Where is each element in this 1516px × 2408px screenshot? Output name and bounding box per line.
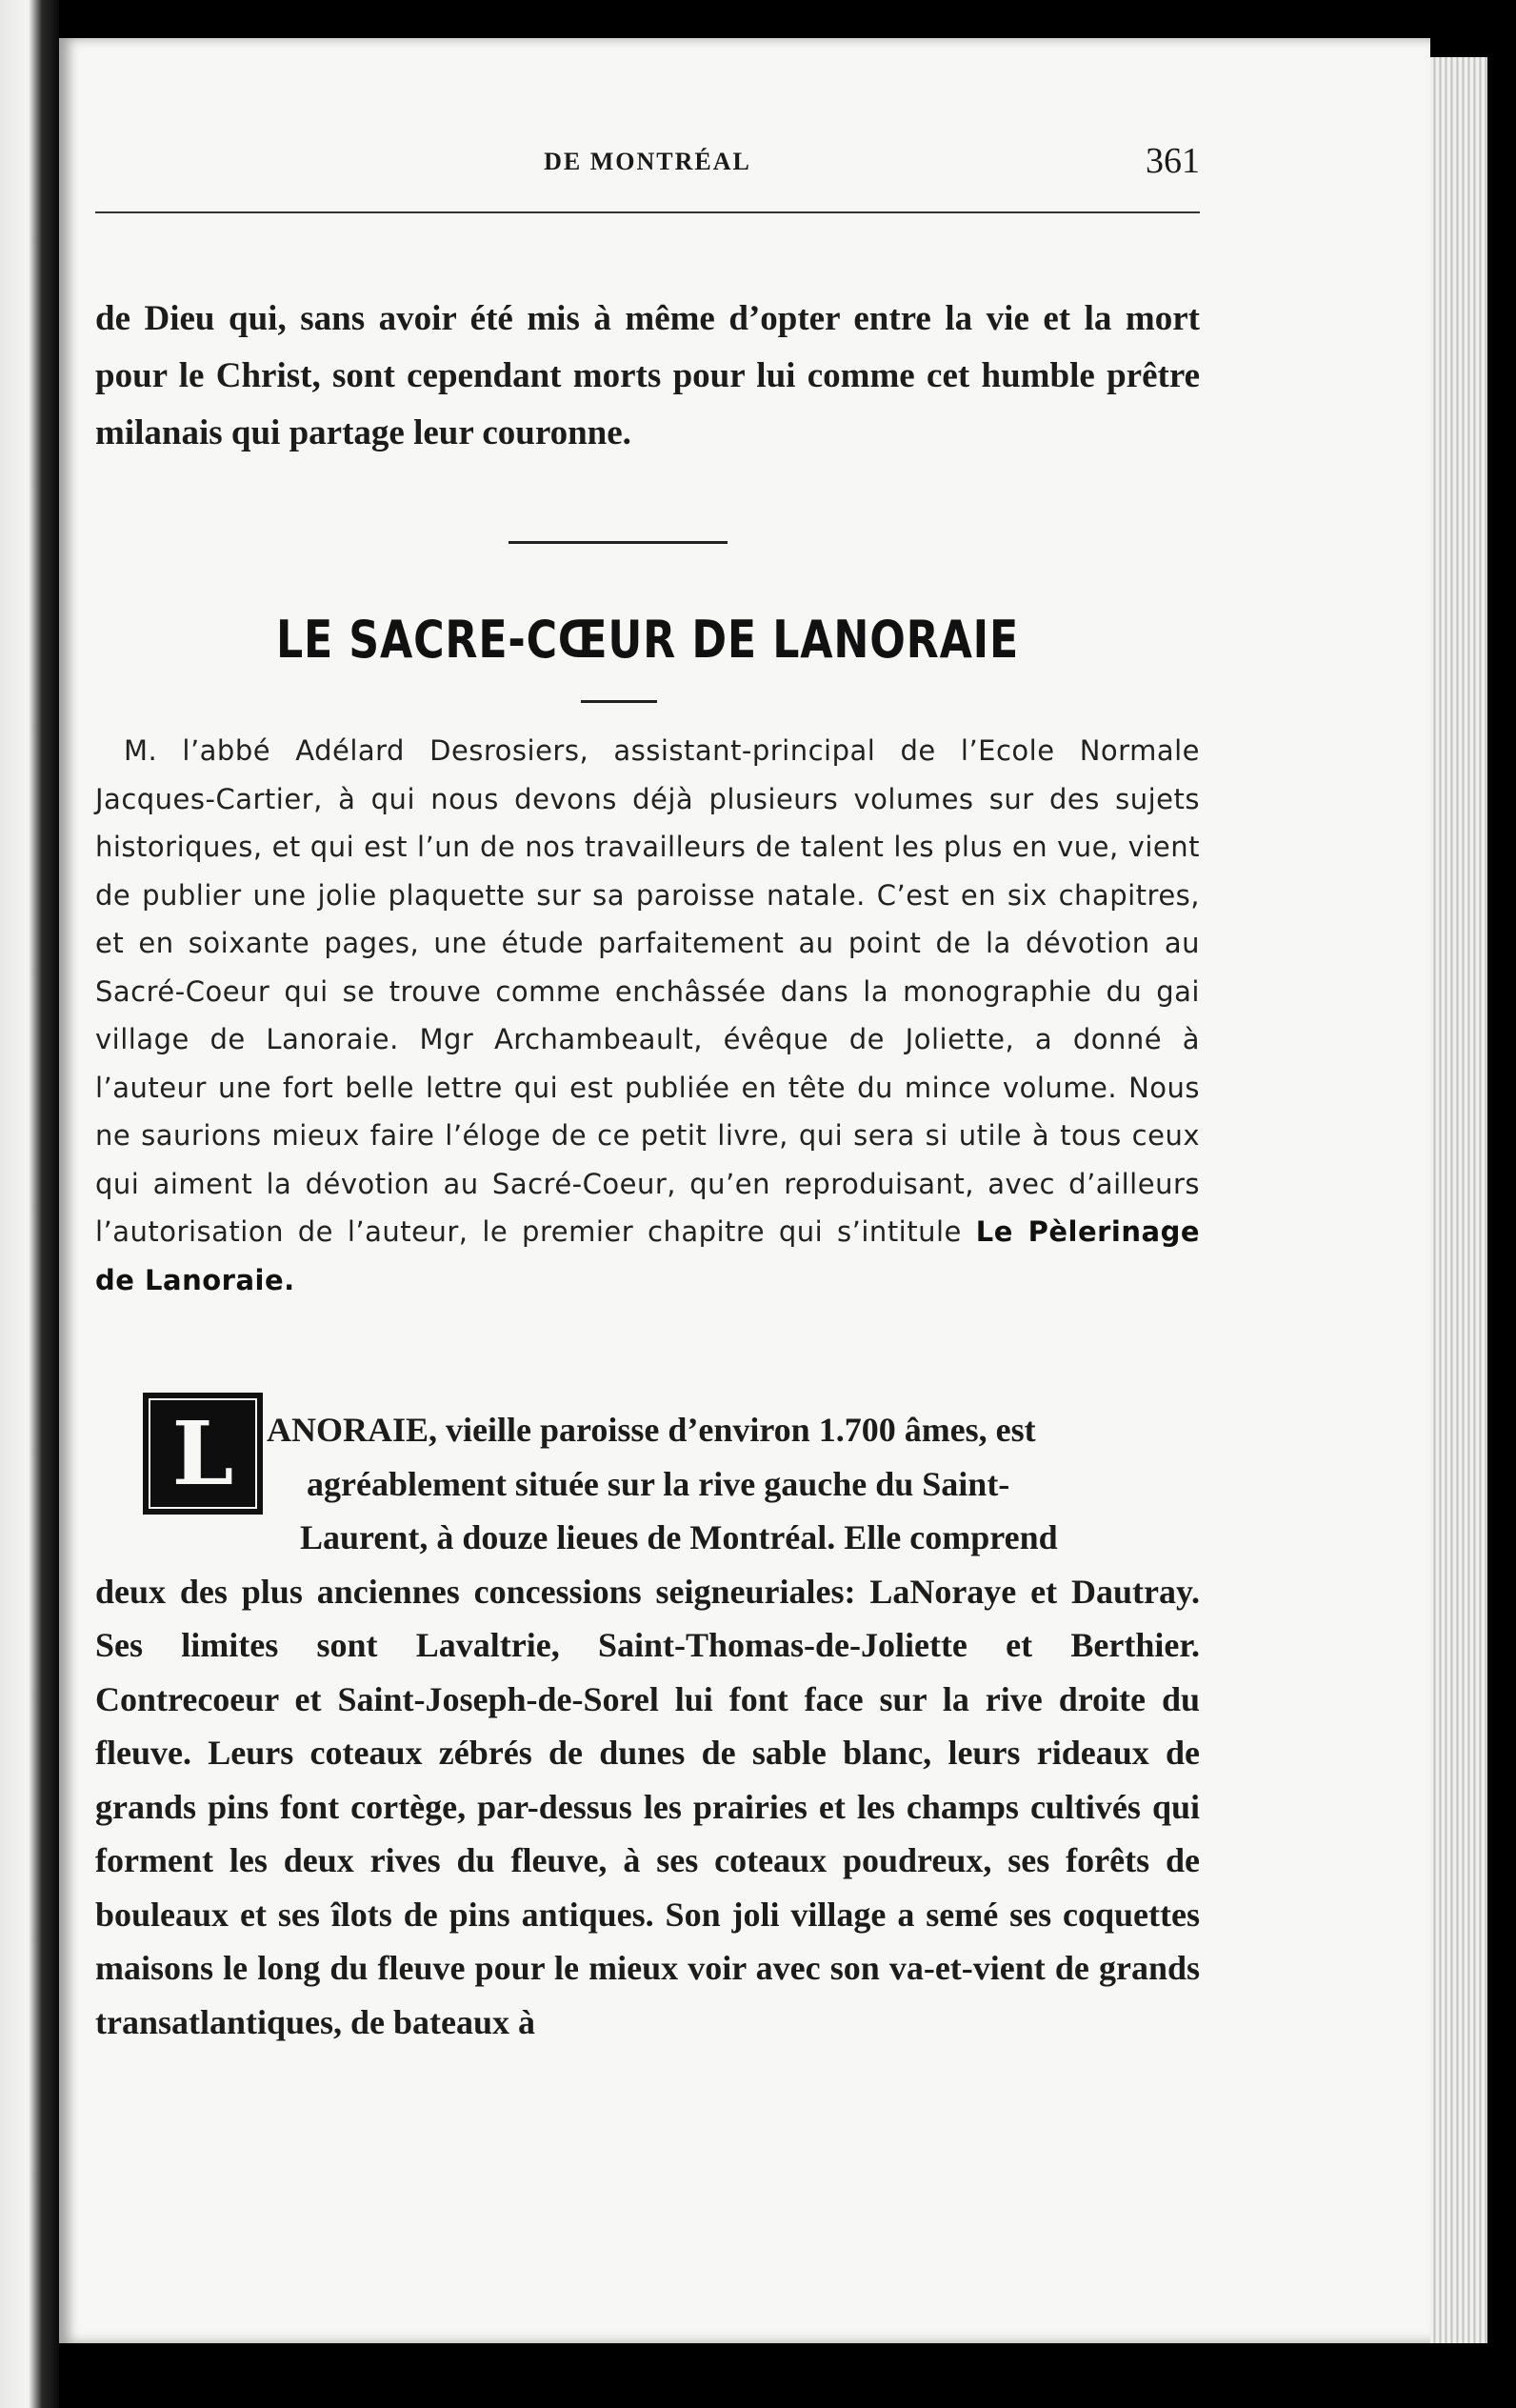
body-paragraph [95,1403,1200,2049]
page-number: 361 [1146,141,1200,181]
chapter-title: Le Pèlerinage de Lanoraie. [95,1215,1201,1296]
body-line-3: Laurent, à douze lieues de Montréal. Elle comprend [300,1518,1058,1556]
intro-text: M. l’abbé Adélard Desrosiers, assistant-principal de l’Ecole Normale Jacques-Cartier, à qui nous devons déjà plusieurs volumes sur des sujets historiques, et qui est l’un de nos travailleurs de talent les plus en vue, vient de publier une jolie plaquette sur sa paroisse natale. C’est en six chapitres, et en soixante pages, une étude parfaitement au point de la dévotion au Sacré-Coeur qui se trouve comme enchâssée dans la monographie du gai village de Lanoraie. Mgr Archambeault, évêque de Joliette, a donné à l’auteur une fort belle lettre qui est publiée en tête du mince volume. Nous ne saurions mieux faire l’éloge de ce petit livre, qui sera si utile à tous ceux qui aiment la dévotion au Sacré-Coeur, qu’en reproduisant, avec d’ailleurs l’autorisation de l’auteur, le premier chapitre qui s’intitule [95,734,1200,1248]
page-header [95,141,1200,205]
body-rest: deux des plus anciennes concessions seigneuriales: LaNoraye et Dautray. Ses limites sont Lavaltrie, Saint-Thomas-de-Joliette et Berthier. Contrecoeur et Saint-Joseph-de-Sorel lui font face sur la rive droite du fleuve. Leurs coteaux zébrés de dunes de sable blanc, leurs rideaux de grands pins font cortège, par-dessus les prairies et les champs cultivés qui forment les deux rives du fleuve, à ses coteaux poudreux, ses forêts de bouleaux et ses îlots de pins antiques. Son joli village a semé ses coquettes maisons le long du fleuve pour le mieux voir avec son va-et-vient de grands transatlantiques, de bateaux à [95,1572,1200,2041]
continued-paragraph: de Dieu qui, sans avoir été mis à même d’opter entre la vie et la mort pour le Christ, sont cependant morts pour lui comme cet humble prêtre milanais qui partage leur couronne. [95,299,1200,452]
body-line-1: ANORAIE, vieille paroisse d’environ 1.700 âmes, est [267,1411,1036,1449]
body-line-2: agréablement située sur la rive gauche du Saint- [307,1464,1010,1503]
drop-cap-letter: L [149,1398,257,1509]
book-gutter-edge [0,0,59,2408]
page-stack-edges [1430,57,1487,2343]
section-title: LE SACRE-CŒUR DE LANORAIE [275,610,1020,670]
header-rule [95,211,1200,213]
intro-paragraph [95,727,1200,1304]
running-head: DE MONTRÉAL [544,148,751,175]
separator-rule [509,541,728,544]
title-rule [581,700,657,703]
